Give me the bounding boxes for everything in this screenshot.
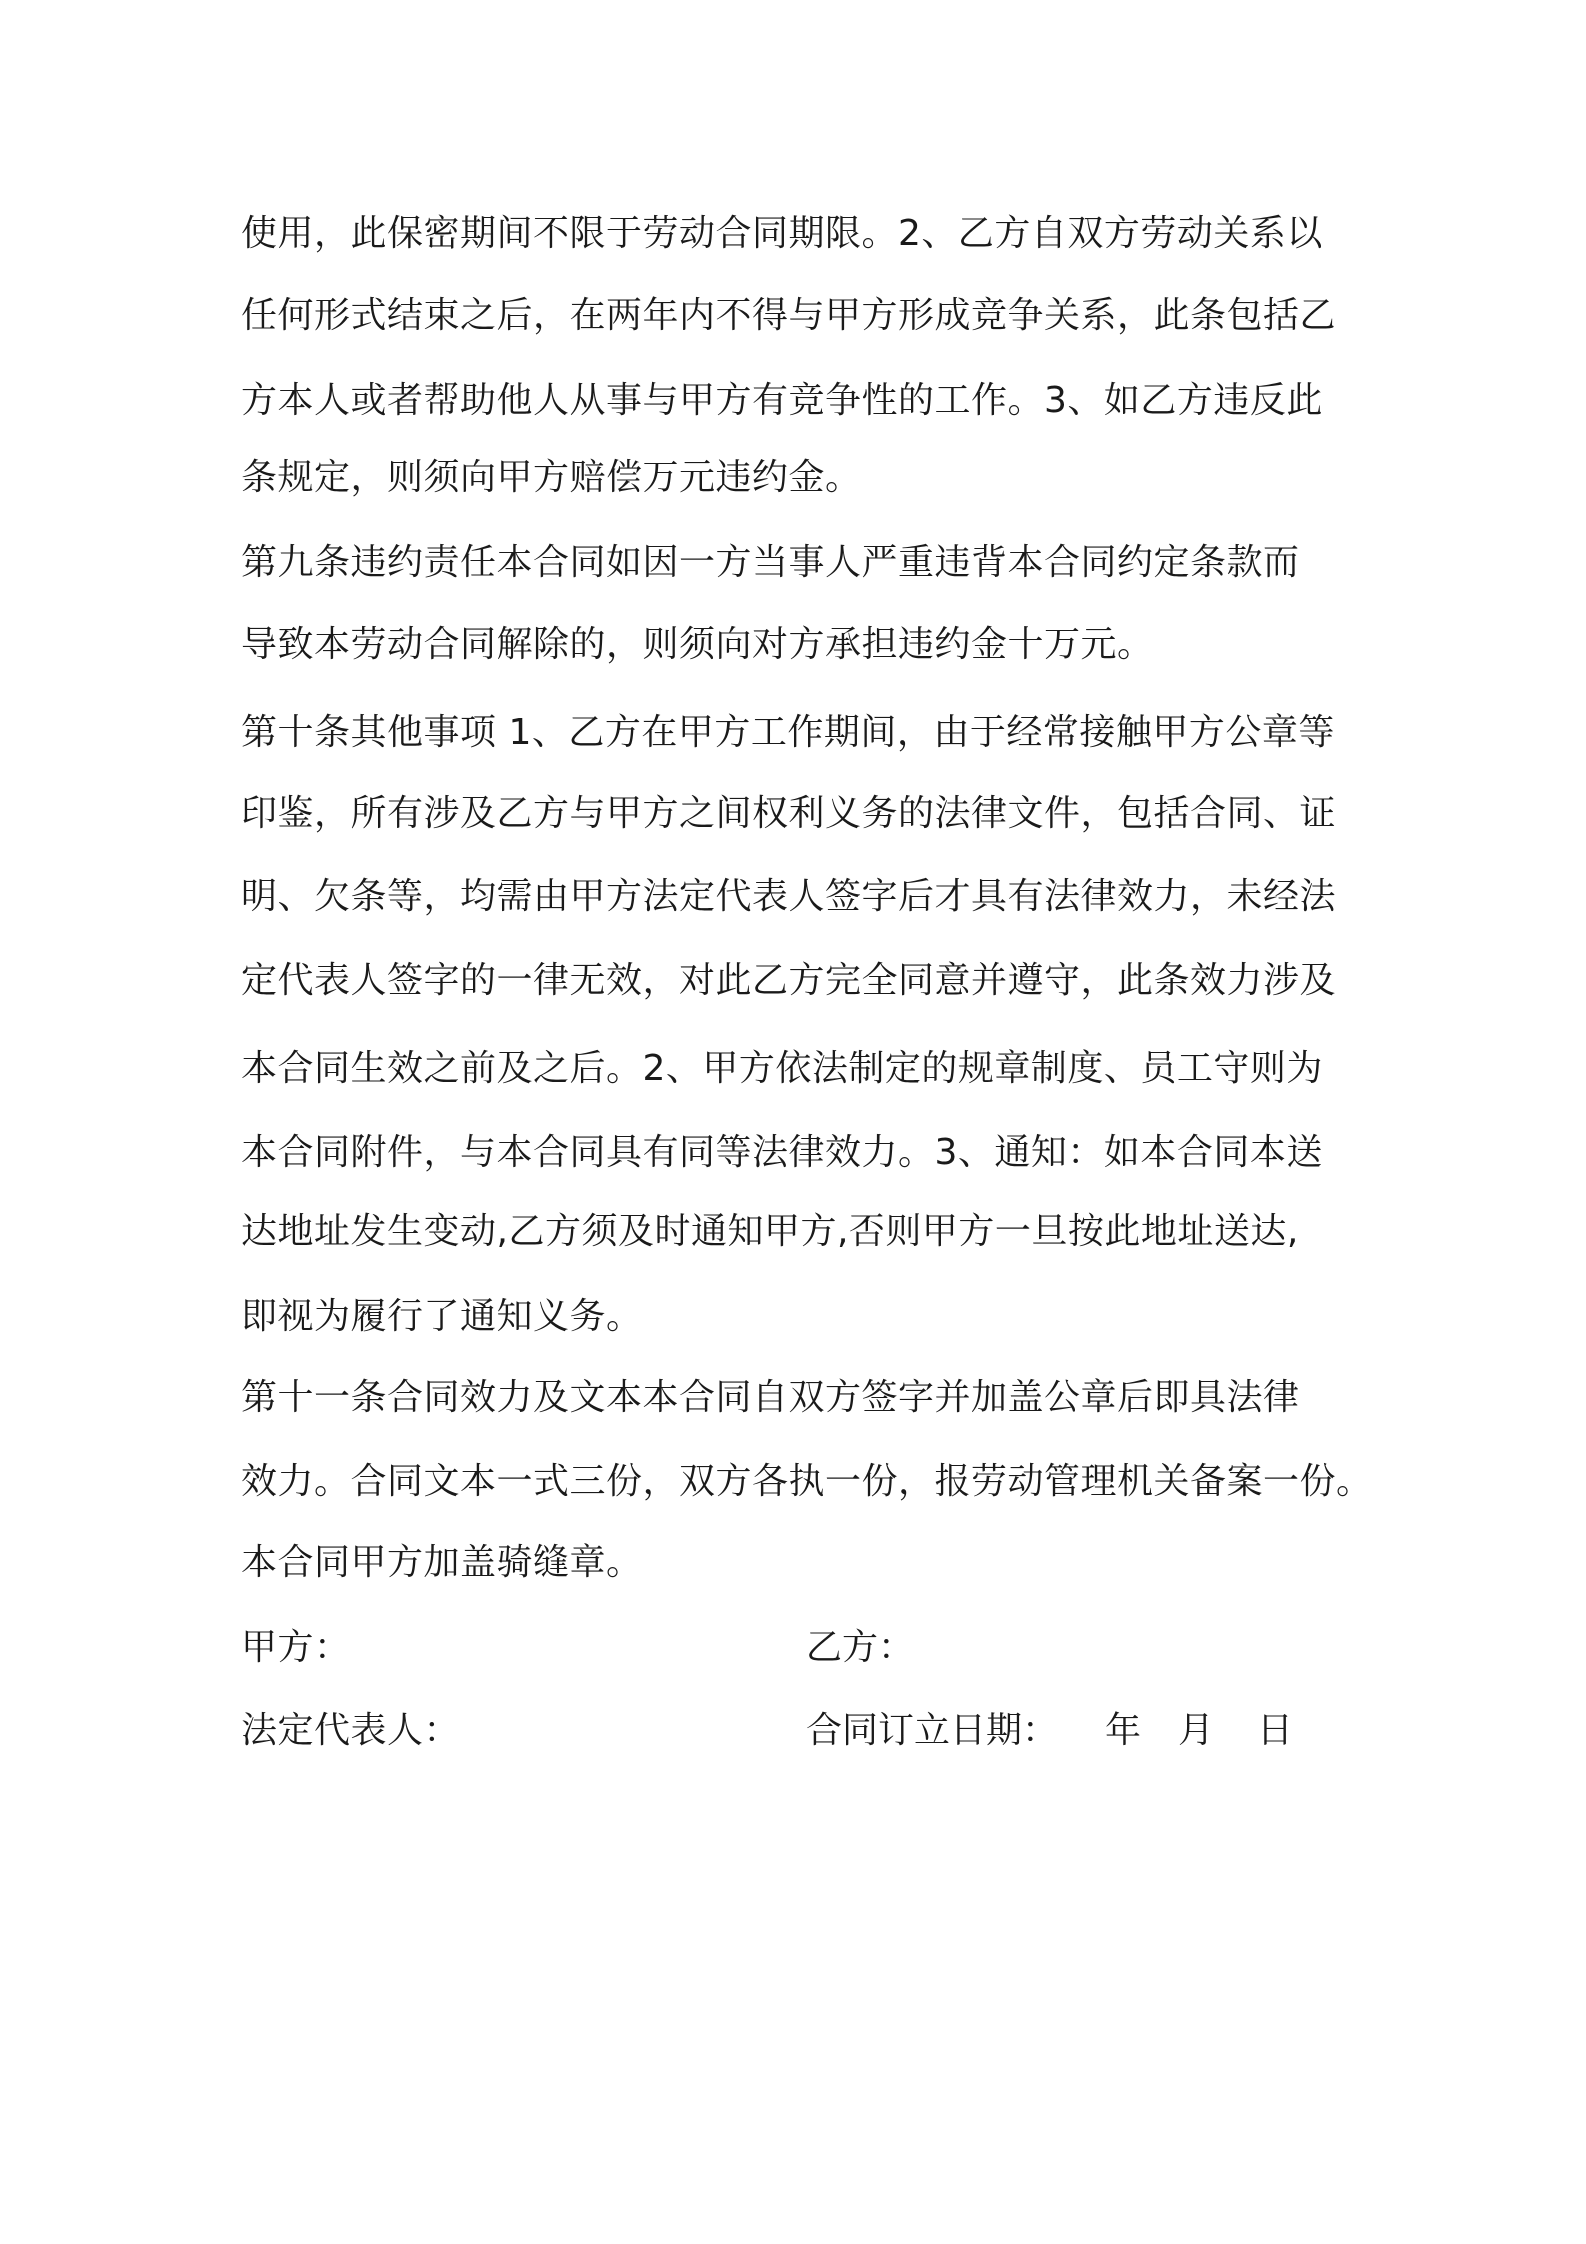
paragraph-line: 导致本劳动合同解除的，则须向对方承担违约金十万元。 — [241, 624, 1154, 665]
legal-representative-label: 法定代表人： — [241, 1710, 461, 1751]
paragraph-line: 本合同甲方加盖骑缝章。 — [241, 1542, 643, 1583]
paragraph-line: 即视为履行了通知义务。 — [241, 1296, 643, 1337]
paragraph-line: 方本人或者帮助他人从事与甲方有竞争性的工作。3、如乙方违反此 — [241, 380, 1323, 421]
date-year-label: 年 — [1105, 1710, 1142, 1751]
paragraph-line: 明、欠条等，均需由甲方法定代表人签字后才具有法律效力，未经法 — [241, 876, 1337, 917]
date-month-label: 月 — [1178, 1710, 1215, 1751]
paragraph-line: 任何形式结束之后，在两年内不得与甲方形成竞争关系，此条包括乙 — [241, 295, 1337, 336]
paragraph-line: 达地址发生变动,乙方须及时通知甲方,否则甲方一旦按此地址送达, — [241, 1211, 1299, 1252]
contract-date-label: 合同订立日期： — [806, 1710, 1059, 1751]
date-day-label: 日 — [1257, 1710, 1294, 1751]
party-b-label: 乙方： — [806, 1627, 915, 1668]
paragraph-line: 第十一条合同效力及文本本合同自双方签字并加盖公章后即具法律 — [241, 1377, 1300, 1418]
paragraph-line: 第十条其他事项 1、乙方在甲方工作期间，由于经常接触甲方公章等 — [241, 712, 1335, 753]
paragraph-line: 本合同附件，与本合同具有同等法律效力。3、通知：如本合同本送 — [241, 1132, 1323, 1173]
paragraph-line: 定代表人签字的一律无效，对此乙方完全同意并遵守，此条效力涉及 — [241, 960, 1337, 1001]
paragraph-line: 印鉴，所有涉及乙方与甲方之间权利义务的法律文件，包括合同、证 — [241, 793, 1337, 834]
paragraph-line: 效力。合同文本一式三份，双方各执一份，报劳动管理机关备案一份。 — [241, 1461, 1373, 1502]
paragraph-line: 条规定，则须向甲方赔偿万元违约金。 — [241, 457, 862, 498]
paragraph-line: 使用，此保密期间不限于劳动合同期限。2、乙方自双方劳动关系以 — [241, 213, 1323, 254]
paragraph-line: 本合同生效之前及之后。2、甲方依法制定的规章制度、员工守则为 — [241, 1048, 1323, 1089]
paragraph-line: 第九条违约责任本合同如因一方当事人严重违背本合同约定条款而 — [241, 542, 1300, 583]
party-a-label: 甲方： — [241, 1627, 351, 1668]
